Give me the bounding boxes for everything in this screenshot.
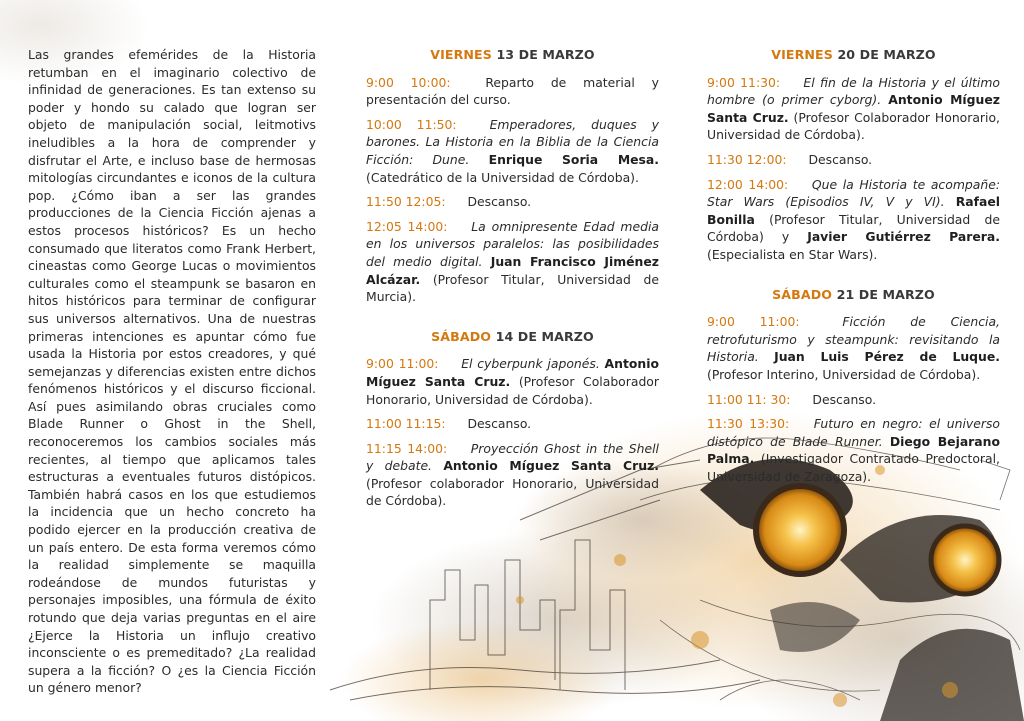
schedule-entry — [366, 193, 659, 211]
schedule-entry — [366, 415, 659, 433]
entry-speaker: Juan Luis Pérez de Luque. — [774, 349, 1000, 365]
entry-time: 9:00 10:00: — [366, 74, 451, 90]
entry-title: Ficción de Ciencia, retrofuturismo y steampunk: revisitando la Historia. — [707, 314, 1000, 365]
entry-time: 10:00 11:50: — [366, 116, 457, 132]
entry-affiliation: (Profesor Colaborador Honorario, Universidad de Córdoba). — [707, 109, 1000, 143]
entry-title: Futuro en negro: el universo distópico de Blade Runner. — [707, 416, 1000, 449]
entry-title: El cyberpunk japonés. — [461, 356, 600, 372]
entry-speaker: Enrique Soria Mesa. — [488, 151, 659, 167]
schedule-entry — [366, 74, 659, 109]
schedule-entry — [366, 218, 659, 306]
entry-text: Descanso. — [467, 194, 532, 210]
entry-speaker: Juan Francisco Jiménez Alcázar. — [366, 253, 659, 287]
entry-affiliation: (Investigador Contratado Predoctoral, Universidad de Zaragoza). — [707, 451, 1000, 484]
schedule-entry — [707, 74, 1000, 144]
entry-time: 9:00 11:30: — [707, 74, 781, 90]
day-heading-sabado-14: SÁBADO 14 DE MARZO — [431, 328, 594, 344]
entry-text: Reparto de material y presentación del curso. — [366, 74, 659, 108]
entry-time: 11:30 12:00: — [707, 151, 787, 167]
entry-speaker-2: Javier Gutiérrez Parera. — [807, 229, 1000, 245]
entry-time: 11:30 13:30: — [707, 416, 790, 432]
entry-time: 11:50 12:05: — [366, 194, 446, 210]
entry-time: 9:00 11:00: — [366, 356, 439, 372]
entry-title: Que la Historia te acompañe: Star Wars (Episodios IV, V y VI). — [707, 176, 1001, 210]
entry-title: Emperadores, duques y barones. La Historia en la Biblia de la Ciencia Ficción: Dune. — [366, 116, 659, 167]
schedule-entry — [366, 440, 659, 510]
entry-affiliation: (Profesor Interino, Universidad de Córdoba). — [707, 366, 981, 382]
schedule-entry — [707, 151, 1000, 169]
entry-speaker: Antonio Míguez Santa Cruz. — [443, 458, 660, 474]
intro-text-column — [28, 46, 316, 697]
entry-affiliation: (Profesor Titular, Universidad de Murcia). — [366, 271, 659, 305]
entry-time: 9:00 11:00: — [707, 314, 800, 330]
entry-affiliation: (Catedrático de la Universidad de Córdoba). — [366, 169, 639, 185]
entry-affiliation: (Profesor Titular, Universidad de Córdoba) y — [707, 211, 1000, 245]
schedule-entry — [707, 313, 1000, 383]
intro-paragraph: Las grandes efemérides de la Historia retumban en el imaginario colectivo de infinidad de generaciones. Es tan extenso su poder y hondo su calado que logran ser objeto de manipulación social, leitmotivs ineludibles a la hora de comprender y disfrutar el Arte, e incluso base de hermosas mitologías circundantes e iconos de la cultura pop. ¿Cómo iban a ser las grandes producciones de la Ciencia Ficción ajenas a estos procesos históricos? Es un hecho consumado que literatos como Frank Herbert, cineastas como George Lucas o movimientos culturales como el steampunk se basaron en hitos históricos para terminar de configurar sus universos alternativos. Una de nuestras primeras intenciones es apuntar cómo fue usada la Historia por estos creadores, y qué semejanzas y diferencias existen entre dichos fenómenos históricos y el discurso ficcional. Así pues asimilando obras cruciales como Blade Runner o Ghost in the Shell, reconoceremos los cambios sociales más recientes, al tiempo que aplicamos tales estructuras a eventuales futuros distópicos. También habrá casos en los que estudiemos la incidencia que un hecho concreto ha podido ejercer en la producción creativa de un país entero. De esta forma veremos cómo la realidad simplemente se maquilla rodeándose de mundos futuristas y personajes imposibles, una fórmula de éxito rotundo que deja varias preguntas en el aire ¿Ejerce la Historia un influjo creativo inconsciente o es premeditado? ¿La realidad supera a la ficción? O ¿es la Ciencia Ficción un género menor? — [28, 47, 316, 696]
entry-time: 12:00 14:00: — [707, 176, 789, 192]
entry-affiliation: (Profesor Colaborador Honorario, Universidad de Córdoba). — [366, 373, 659, 407]
entry-speaker: Antonio Míguez Santa Cruz. — [707, 92, 1000, 125]
entry-time: 11:00 11:15: — [366, 416, 446, 432]
day-heading-sabado-21: SÁBADO 21 DE MARZO — [772, 286, 935, 302]
entry-text: Descanso. — [812, 391, 877, 407]
entry-title: La omnipresente Edad media en los universos paralelos: las posibilidades del medio digital. — [366, 218, 659, 269]
schedule-entry — [366, 116, 659, 186]
entry-time: 11:00 11: 30: — [707, 391, 791, 407]
entry-affiliation: (Profesor colaborador Honorario, Universidad de Córdoba). — [366, 475, 659, 509]
entry-title: El fin de la Historia y el último hombre (o primer cyborg). — [707, 74, 1000, 108]
entry-speaker: Antonio Míguez Santa Cruz. — [366, 356, 659, 389]
entry-title: Proyección Ghost in the Shell y debate. — [366, 440, 659, 474]
day-heading-viernes-20: VIERNES 20 DE MARZO — [771, 47, 936, 62]
schedule-entry — [366, 355, 659, 408]
entry-text: Descanso. — [467, 416, 532, 432]
schedule-column-2 — [707, 46, 1000, 492]
schedule-column-1 — [366, 46, 659, 517]
schedule-entry — [707, 391, 1000, 409]
day-heading-viernes-13: VIERNES 13 DE MARZO — [430, 47, 595, 62]
entry-affiliation-2: (Especialista en Star Wars). — [707, 246, 878, 262]
schedule-entry — [707, 176, 1000, 264]
schedule-entry — [707, 415, 1000, 485]
entry-time: 12:05 14:00: — [366, 218, 448, 234]
entry-speaker: Rafael Bonilla — [707, 194, 1000, 227]
entry-time: 11:15 14:00: — [366, 440, 448, 456]
entry-speaker: Diego Bejarano Palma. — [707, 433, 1000, 467]
entry-text: Descanso. — [808, 151, 873, 167]
